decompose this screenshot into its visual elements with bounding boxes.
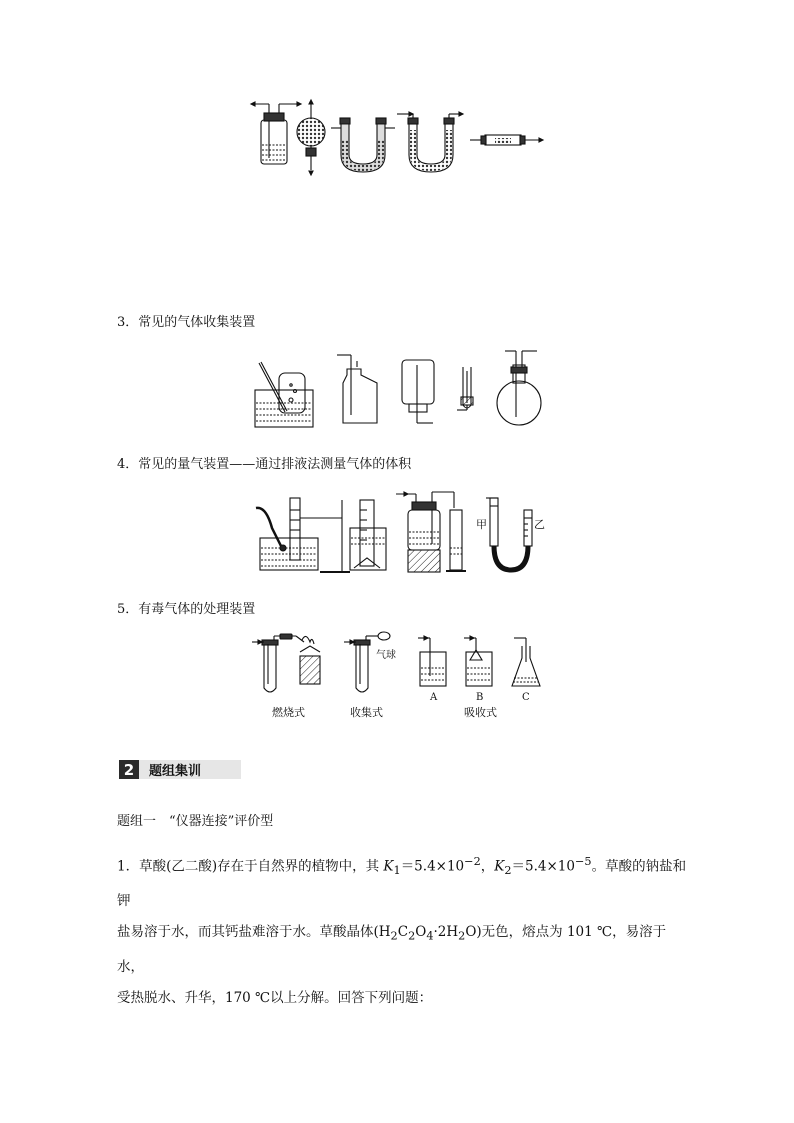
q1-text-a: 1．草酸(乙二酸)存在于自然界的植物中，其 [117, 858, 384, 875]
label-c: C [522, 692, 530, 703]
q1-separator: ， [480, 858, 495, 875]
k1-symbol: K [383, 858, 394, 875]
formula-sub-o4: 4 [426, 929, 434, 943]
badge-title: 题组集训 [139, 760, 241, 779]
label-collect: 收集式 [350, 706, 383, 719]
formula-sub-c2: 2 [408, 929, 416, 943]
label-burn: 燃烧式 [272, 706, 305, 719]
k2-symbol: K [494, 858, 505, 875]
question-1 [117, 846, 687, 1014]
label-a: A [430, 692, 438, 703]
formula-dot: ·2H [433, 924, 459, 941]
toxic-gas-handling-figure [252, 632, 552, 722]
section-3-heading: 3．常见的气体收集装置 [117, 315, 256, 330]
gas-measurement-figure [250, 488, 550, 578]
formula-c: C [397, 924, 409, 941]
question-1-line-2 [117, 917, 687, 983]
q1-line2-a: 盐易溶于水，而其钙盐难溶于水。草酸晶体(H [117, 924, 391, 941]
k1-subscript: 1 [393, 864, 401, 878]
question-1-line-3: 受热脱水、升华，170 ℃以上分解。回答下列问题： [117, 989, 433, 1006]
k2-subscript: 2 [504, 864, 512, 878]
label-absorb: 吸收式 [464, 706, 497, 719]
group-title: 题组一 “仪器连接”评价型 [117, 814, 274, 829]
badge-number: 2 [119, 760, 139, 779]
formula-o: O [415, 924, 427, 941]
section-4-heading: 4．常见的量气装置——通过排液法测量气体的体积 [117, 457, 412, 472]
q1-text-b: 。草酸的钠盐和钾 [117, 858, 687, 910]
k1-value: ＝5.4×10 [400, 858, 465, 875]
q1-line2-b: O)无色，熔点为 101 ℃，易溶于水， [117, 924, 667, 975]
label-b: B [476, 692, 484, 703]
label-balloon: 气球 [376, 650, 396, 661]
k2-value: ＝5.4×10 [511, 858, 575, 875]
drying-apparatus-figure [245, 100, 545, 180]
gas-collection-figure [247, 345, 547, 430]
section-5-heading: 5．有毒气体的处理装置 [117, 602, 256, 617]
question-1-line-1 [117, 846, 687, 917]
formula-sub-h2: 2 [390, 929, 398, 943]
formula-sub-h2o: 2 [458, 929, 466, 943]
k2-exponent: −5 [574, 855, 592, 868]
label-yi: 乙 [534, 518, 545, 531]
label-jia: 甲 [476, 518, 487, 531]
section-badge [119, 760, 241, 779]
k1-exponent: −2 [464, 855, 481, 868]
